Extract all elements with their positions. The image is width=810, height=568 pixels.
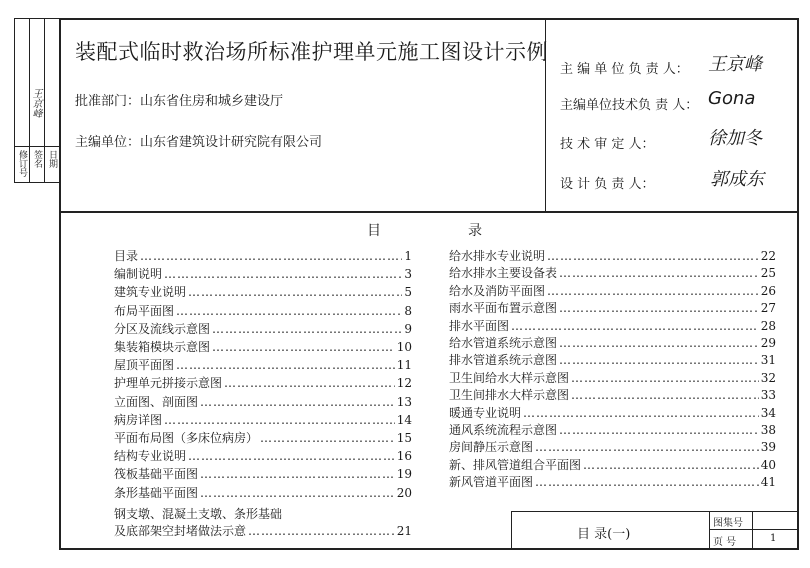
toc-leader-dots — [164, 412, 395, 428]
toc-item[interactable] — [449, 352, 776, 368]
toc-item-title: 目录 — [114, 249, 139, 263]
toc-item-title: 布局平面图 — [114, 303, 175, 318]
toc-leader-dots — [559, 265, 759, 281]
toc-item-title: 暖通专业说明 — [449, 405, 522, 420]
toc-item-title: 新、排风管道组合平面图 — [449, 457, 582, 472]
toc-item-page: 27 — [760, 301, 776, 316]
toc-item-title: 排水管道系统示意图 — [449, 353, 558, 368]
toc-heading-right: 录 — [468, 223, 482, 239]
toc-item-page: 16 — [396, 449, 412, 464]
toc-item[interactable] — [449, 300, 776, 316]
toc-leader-dots — [559, 422, 759, 438]
toc-item-multiline-line1[interactable]: 钢支墩、混凝土支墩、条形基础 — [114, 507, 283, 521]
toc-leader-dots — [571, 387, 759, 403]
toc-item[interactable] — [449, 283, 776, 299]
toc-item-page: 33 — [760, 388, 776, 403]
toc-item-page: 32 — [760, 370, 776, 385]
toc-leader-dots — [535, 474, 759, 490]
toc-item[interactable] — [449, 335, 776, 351]
toc-item[interactable] — [449, 370, 776, 386]
toc-item-title: 护理单元拼接示意图 — [114, 376, 223, 391]
signature-3: 徐加冬 — [708, 128, 762, 149]
toc-item[interactable] — [114, 394, 412, 410]
toc-leader-dots — [559, 335, 759, 351]
toc-item-title: 给水管道系统示意图 — [449, 336, 558, 350]
toc-item[interactable] — [114, 466, 412, 482]
toc-item[interactable] — [449, 265, 776, 281]
toc-leader-dots — [176, 303, 402, 319]
toc-item-title: 筏板基础平面图 — [114, 467, 199, 482]
toc-item-page: 34 — [760, 405, 776, 420]
toc-item[interactable] — [114, 339, 412, 355]
toc-leader-dots — [583, 457, 759, 473]
toc-item[interactable] — [449, 439, 776, 455]
toc-leader-dots — [511, 318, 759, 334]
toc-item[interactable] — [114, 284, 412, 300]
toc-item-page: 22 — [760, 249, 776, 263]
toc-item-title: 编制说明 — [114, 267, 163, 282]
toc-item-page: 3 — [404, 267, 412, 282]
sidebar-signature: 王京峰 — [30, 88, 41, 118]
sidebar-col1-label: 修订号 — [17, 150, 27, 177]
toc-leader-dots — [248, 523, 395, 539]
toc-leader-dots — [547, 283, 759, 299]
toc-leader-dots — [224, 375, 395, 391]
toc-leader-dots — [176, 357, 395, 373]
toc-item-page: 5 — [404, 285, 412, 300]
toc-item-title: 通风系统流程示意图 — [449, 423, 558, 437]
responsible-label-1: 主 编 单 位 负 责 人： — [560, 62, 689, 77]
toc-item[interactable] — [449, 318, 776, 334]
toc-item-title: 屋顶平面图 — [114, 358, 175, 373]
toc-item[interactable] — [114, 357, 412, 373]
toc-item-title: 新风管道平面图 — [449, 475, 534, 490]
toc-item-title: 雨水平面布置示意图 — [449, 301, 558, 316]
toc-leader-dots — [200, 485, 395, 501]
toc-item-title: 集装箱模块示意图 — [114, 340, 211, 354]
toc-leader-dots — [571, 370, 759, 386]
toc-item-page: 19 — [396, 467, 412, 482]
toc-item-page: 13 — [396, 394, 412, 409]
toc-item-page: 10 — [396, 340, 412, 354]
toc-item-page: 40 — [760, 457, 776, 472]
toc-item[interactable] — [114, 375, 412, 391]
toc-leader-dots — [547, 248, 759, 264]
editor-unit: 主编单位：山东省建筑设计研究院有限公司 — [75, 135, 323, 150]
toc-item[interactable] — [449, 474, 776, 490]
toc-item-title: 条形基础平面图 — [114, 485, 199, 500]
toc-item-page: 9 — [404, 321, 412, 336]
toc-item-title: 平面布局图（多床位病房） — [114, 431, 259, 445]
signature-1: 王京峰 — [708, 54, 762, 75]
toc-leader-dots — [212, 339, 395, 355]
toc-item-title: 给水排水专业说明 — [449, 249, 546, 263]
title-block-name: 目 录(一) — [577, 527, 631, 542]
toc-item-page: 29 — [760, 336, 776, 350]
responsible-label-3: 技 术 审 定 人： — [560, 137, 655, 152]
sidebar-col3-label: 日期 — [47, 150, 57, 168]
toc-item-page: 26 — [760, 283, 776, 298]
toc-leader-dots — [188, 448, 395, 464]
toc-item-page: 39 — [760, 440, 776, 455]
toc-item[interactable] — [114, 266, 412, 282]
revision-sidebar — [14, 18, 59, 182]
toc-item-page: 8 — [404, 303, 412, 318]
responsible-label-4: 设 计 负 责 人： — [560, 177, 655, 192]
page-title: 装配式临时救治场所标准护理单元施工图设计示例 — [75, 40, 548, 64]
toc-item-page: 38 — [760, 423, 776, 437]
toc-item[interactable] — [114, 430, 412, 446]
toc-item-title: 分区及流线示意图 — [114, 321, 211, 336]
toc-item-page: 25 — [760, 266, 776, 281]
toc-item[interactable] — [114, 485, 412, 501]
toc-item-title: 排水平面图 — [449, 318, 510, 333]
toc-item-page: 1 — [404, 249, 412, 263]
toc-item-page: 31 — [760, 353, 776, 368]
toc-item[interactable] — [449, 387, 776, 403]
toc-item-page: 21 — [396, 524, 412, 538]
toc-item-title: 卫生间给水大样示意图 — [449, 370, 570, 385]
toc-item-page: 20 — [396, 485, 412, 500]
toc-leader-dots — [200, 394, 395, 410]
page-number-value: 1 — [770, 533, 777, 544]
toc-item-page: 41 — [760, 475, 776, 490]
toc-leader-dots — [559, 300, 759, 316]
toc-item[interactable] — [449, 405, 776, 421]
signature-2: Gona — [708, 88, 756, 109]
toc-item[interactable] — [449, 457, 776, 473]
toc-leader-dots — [260, 430, 395, 446]
toc-item-page: 11 — [396, 358, 412, 373]
toc-item[interactable] — [114, 412, 412, 428]
toc-item-title: 给水排水主要设备表 — [449, 266, 558, 281]
toc-item-page: 15 — [396, 431, 412, 445]
toc-item-title: 建筑专业说明 — [114, 285, 187, 300]
approval-department: 批准部门：山东省住房和城乡建设厅 — [75, 94, 284, 109]
toc-item-multiline[interactable] — [114, 523, 412, 539]
toc-leader-dots — [535, 439, 759, 455]
toc-item[interactable] — [114, 303, 412, 319]
toc-item-title: 立面图、剖面图 — [114, 394, 199, 409]
signature-4: 郭成东 — [710, 169, 764, 190]
toc-item-page: 14 — [396, 412, 412, 427]
toc-item-title: 房间静压示意图 — [449, 440, 534, 455]
toc-item-title: 病房详图 — [114, 412, 163, 427]
toc-leader-dots — [212, 321, 402, 337]
toc-item-title: 卫生间排水大样示意图 — [449, 388, 570, 403]
toc-item-page: 28 — [760, 318, 776, 333]
sidebar-col2-label: 签名 — [32, 150, 42, 168]
responsible-label-2: 主编单位技术负 责 人： — [560, 98, 699, 113]
toc-item[interactable] — [114, 248, 412, 264]
toc-item-title: 结构专业说明 — [114, 449, 187, 464]
toc-leader-dots — [200, 466, 395, 482]
page-number-label: 页 号 — [713, 537, 737, 548]
toc-item[interactable] — [114, 321, 412, 337]
toc-item[interactable] — [114, 448, 412, 464]
toc-heading-left: 目 — [367, 223, 381, 239]
toc-leader-dots — [523, 405, 759, 421]
toc-item-title: 及底部架空封堵做法示意 — [114, 524, 247, 538]
toc-leader-dots — [188, 284, 402, 300]
toc-item-title: 给水及消防平面图 — [449, 283, 546, 298]
toc-item[interactable] — [449, 422, 776, 438]
toc-item[interactable] — [449, 248, 776, 264]
toc-leader-dots — [164, 266, 402, 282]
atlas-number-label: 图集号 — [713, 518, 743, 529]
toc-item-page: 12 — [396, 376, 412, 391]
toc-leader-dots — [140, 248, 402, 264]
title-block — [511, 511, 799, 550]
toc-leader-dots — [559, 352, 759, 368]
